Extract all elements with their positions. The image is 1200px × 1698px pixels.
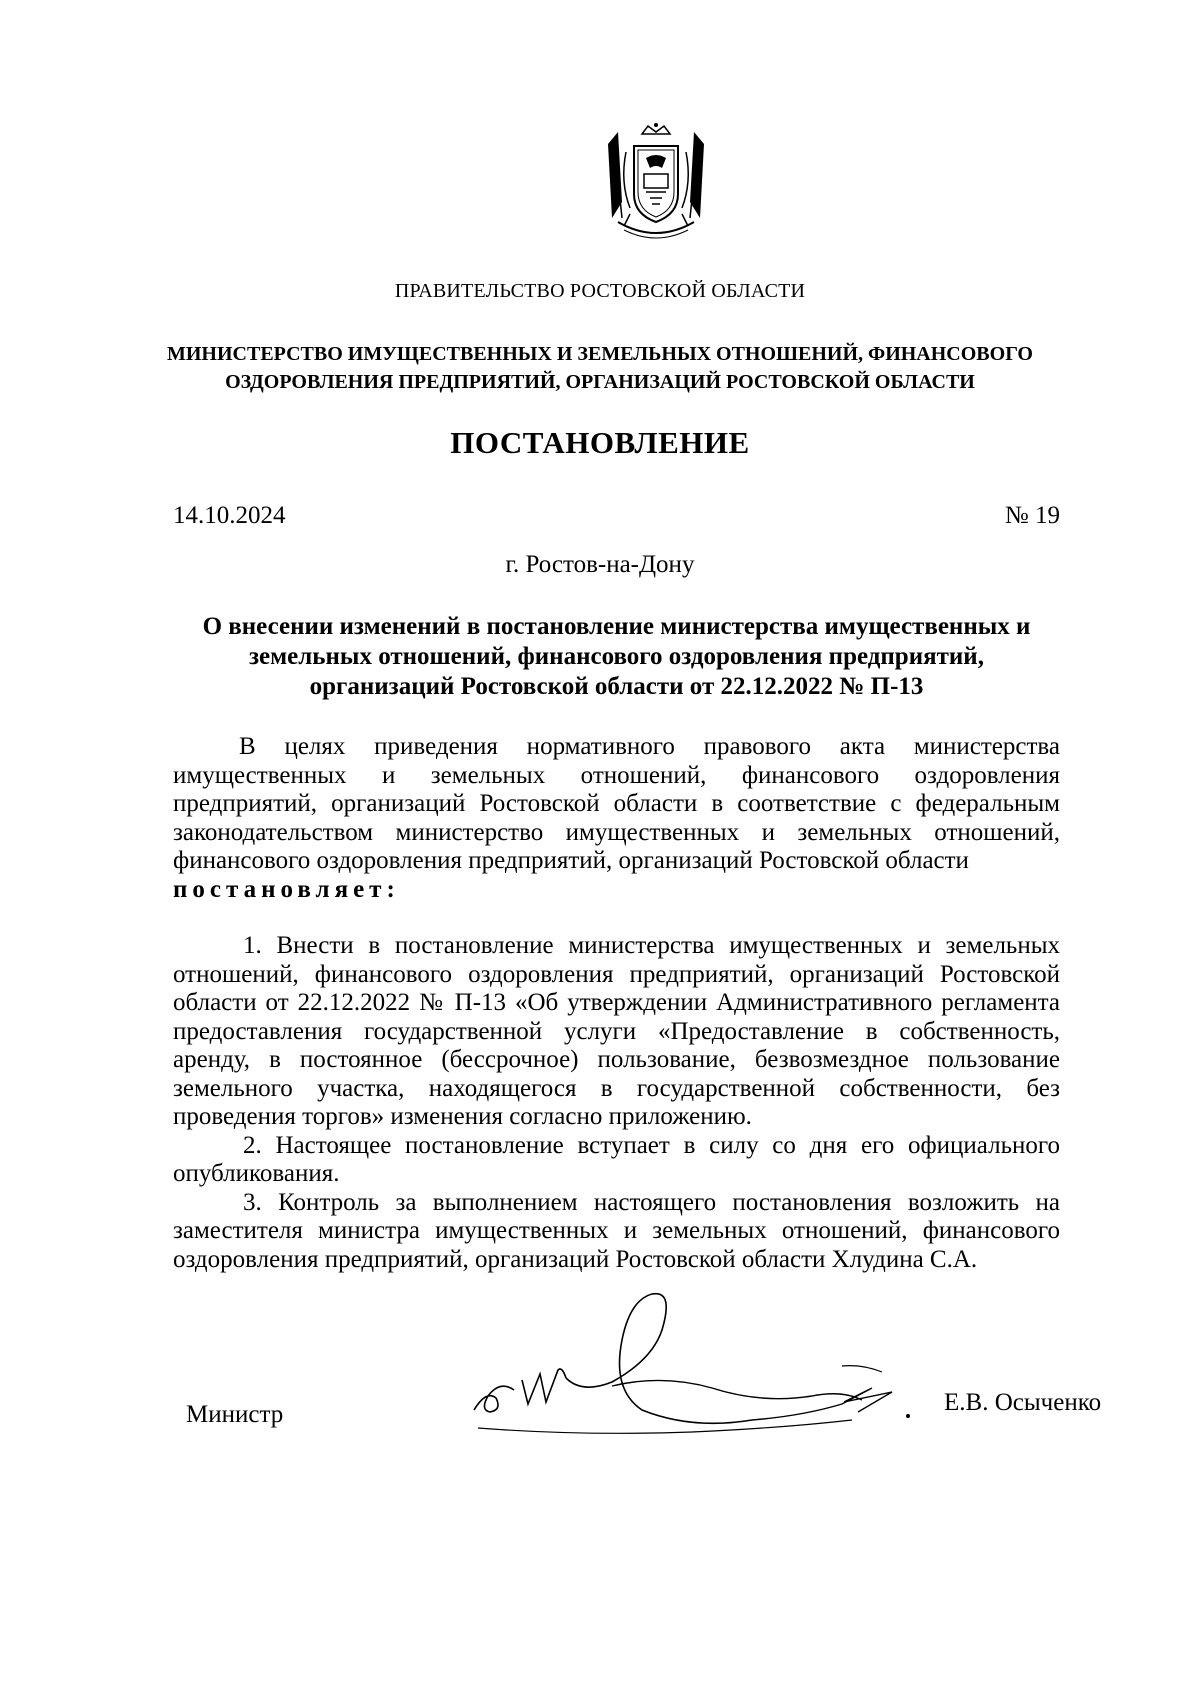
ministry-name-line1: МИНИСТЕРСТВО ИМУЩЕСТВЕННЫХ И ЗЕМЕЛЬНЫХ ОТНОШЕНИЙ, ФИНАНСОВОГО [166, 343, 1033, 365]
handwritten-signature [462, 1270, 922, 1450]
government-name: ПРАВИТЕЛЬСТВО РОСТОВСКОЙ ОБЛАСТИ [394, 280, 806, 302]
coat-of-arms-icon [600, 122, 712, 246]
document-body [173, 733, 1060, 1274]
signatory-title: Министр [186, 1401, 284, 1428]
document-date: 14.10.2024 [173, 502, 286, 529]
ministry-name [150, 340, 1050, 396]
subject-line3: организаций Ростовской области от 22.12.2022 № П-13 [309, 673, 924, 700]
subject-line2: земельных отношений, финансового оздоровления предприятий, [249, 643, 984, 670]
preamble-text: В целях приведения нормативного правового акта министерства имущественных и земельных отношений, финансового оздоровления предприятий, организаций Ростовской области в соответствие с федеральным законодательством министерство имущественных и земельных отношений, финансового оздоровления предприятий, организаций Ростовской области [173, 733, 1060, 874]
document-subject [173, 612, 1060, 702]
document-type: ПОСТАНОВЛЕНИЕ [450, 425, 750, 460]
resolves-word: постановляет: [173, 875, 400, 903]
preamble-paragraph [173, 733, 1060, 904]
item-3: 3. Контроль за выполнением настоящего постановления возложить на заместителя министра имущественных и земельных отношений, финансового оздоровления предприятий, организаций Ростовской области Хлудина С.А. [173, 1188, 1060, 1273]
ministry-name-line2: ОЗДОРОВЛЕНИЯ ПРЕДПРИЯТИЙ, ОРГАНИЗАЦИЙ РОСТОВСКОЙ ОБЛАСТИ [225, 371, 975, 393]
item-2: 2. Настоящее постановление вступает в силу со дня его официального опубликования. [173, 1131, 1060, 1187]
item-1: 1. Внести в постановление министерства имущественных и земельных отношений, финансового оздоровления предприятий, организаций Ростовской области от 22.12.2022 № П-13 «Об утверждении Административного регламента предоставления государственной услуги «Предоставление в собственность, аренду, в постоянное (бессрочное) пользование, безвозмездное пользование земельного участка, находящегося в государственной собственности, без проведения торгов» изменения согласно приложению. [173, 932, 1060, 1130]
signatory-name: Е.В. Осыченко [944, 1389, 1102, 1416]
document-city: г. Ростов-на-Дону [505, 551, 695, 578]
document-number: № 19 [1004, 502, 1060, 529]
subject-line1: О внесении изменений в постановление министерства имущественных и [202, 613, 1031, 640]
